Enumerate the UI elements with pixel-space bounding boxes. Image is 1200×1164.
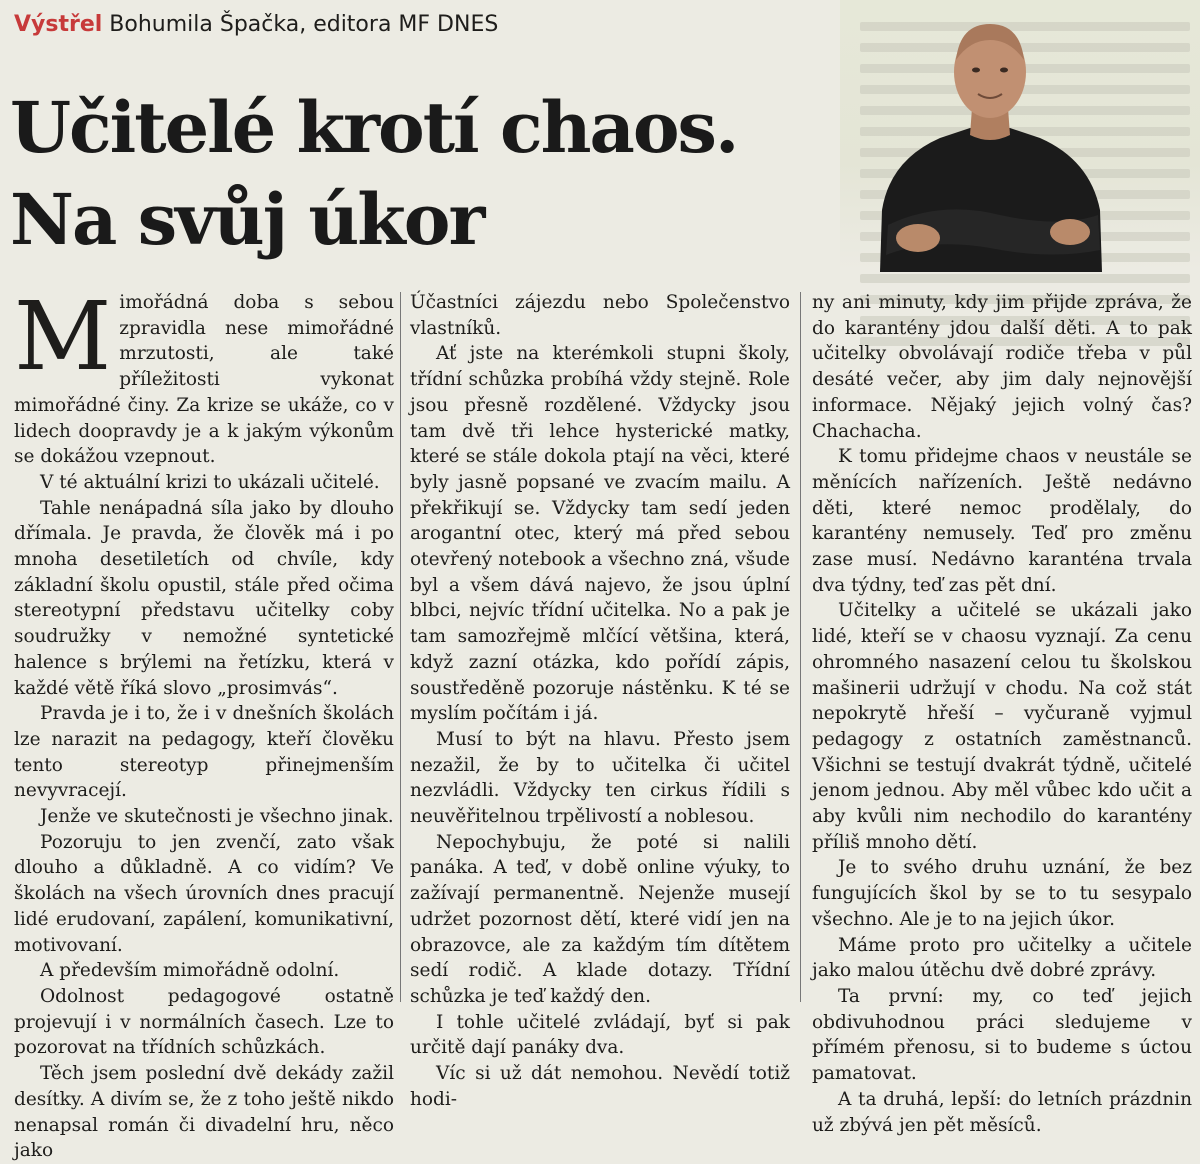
paragraph: A především mimořádně odolní. <box>40 960 340 982</box>
paragraph: Tahle nenápadná síla jako by dlouho dřímala. Je pravda, že člověk má i po mnoha desetiletích od chvíle, kdy základní školu opustil, stále před očima stereotypní představu učitelky coby soudružky v nemožné syntetické halence s brýlemi na řetízku, která v každé větě říká slovo „prosimvás“. <box>14 497 394 699</box>
paragraph: Odolnost pedagogové ostatně projevují i v normálních časech. Lze to pozorovat na třídních schůzkách. <box>14 985 394 1059</box>
paragraph: Pravda je i to, že i v dnešních školách lze narazit na pedagogy, kteří člověku tento stereotyp přinejmenším nevyvracejí. <box>14 703 394 802</box>
paragraph: ny ani minuty, kdy jim přijde zpráva, že do karantény jdou další děti. A to pak učitelky obvolávají rodiče třeba v půl desáté večer, aby jim daly nejnovější informace. Nějaký jejich volný čas? Chachacha. <box>812 292 1192 442</box>
paragraph: Máme proto pro učitelky a učitele jako malou útěchu dvě dobré zprávy. <box>812 934 1192 982</box>
paragraph: Účastníci zájezdu nebo Společenstvo vlastníků. <box>410 292 790 339</box>
article-column-2 <box>410 290 790 1113</box>
author-portrait <box>860 10 1120 272</box>
paragraph: Je to svého druhu uznání, že bez fungujících škol by se to tu sesypalo všechno. Ale je to na jejich úkor. <box>812 857 1192 930</box>
paragraph: Jenže ve skutečnosti je všechno jinak. <box>40 806 394 828</box>
paragraph: I tohle učitelé zvládají, byť si pak určitě dají panáky dva. <box>410 1011 790 1059</box>
column-rule-1 <box>400 292 401 1002</box>
headline-line-2: Na svůj úkor <box>10 178 484 261</box>
paragraph: Pozoruju to jen zvenčí, zato však dlouho a důkladně. A co vidím? Ve školách na všech úrovních dnes pracují lidé erudovaní, zapálení, komunikativní, motivovaní. <box>14 831 394 956</box>
paragraph: A ta druhá, lepší: do letních prázdnin už zbývá jen pět měsíců. <box>812 1088 1192 1136</box>
paragraph: Musí to být na hlavu. Přesto jsem nezažil, že by to učitelka či učitel nezvládli. Vždycky ten cirkus řídili s neuvěřitelnou trpělivostí a noblesou. <box>410 728 790 828</box>
paragraph: Učitelky a učitelé se ukázali jako lidé, kteří se v chaosu vyznají. Za cenu ohromného nasazení celou tu školskou mašinerii udržují v chodu. Na což stát nepokrytě hřeší – vyčuraně vyjmul pedagogy z ostatních zaměstnanců. Všichni se testují dvakrát týdně, učitelé jenom jednou. Aby měl vůbec kdo učit a aby kvůli nim nechodilo do karantény příliš mnoho dětí. <box>812 600 1192 853</box>
article-column-1 <box>14 282 394 1164</box>
drop-cap: M <box>14 282 112 392</box>
headline-line-1: Učitelé krotí chaos. <box>10 86 738 169</box>
paragraph: V té aktuální krizi to ukázali učitelé. <box>40 471 380 493</box>
paragraph: Ta první: my, co teď jejich obdivuhodnou práci sledujeme v přímém přenosu, si to budeme s úctou pamatovat. <box>812 985 1192 1085</box>
paragraph: Víc si už dát nemohou. Nevědí totiž hodi- <box>410 1063 790 1110</box>
article-column-3 <box>812 290 1192 1138</box>
paragraph: Těch jsem poslední dvě dekády zažil desítky. A divím se, že z toho ještě nikdo nenapsal román či divadelní hru, něco jako <box>14 1063 394 1162</box>
paragraph: Mimořádná doba s sebou zpravidla nese mimořádné mrzutosti, ale také příležitosti vykonat mimořádné činy. Za krize se ukáže, co v lidech doopravdy je a k jakým výkonům se dokážou vzepnout. <box>14 282 394 468</box>
kicker-author: Bohumila Špačka, editora MF DNES <box>109 12 499 37</box>
paragraph: Ať jste na kterémkoli stupni školy, třídní schůzka probíhá vždy stejně. Role jsou přesně rozdělené. Vždycky jsou tam dvě tři lehce hysterické matky, které se stále dokola ptají na věci, které byly jasně popsané ve zvacím mailu. A překřikují se. Vždycky tam sedí jeden arogantní otec, který má před sebou otevřený notebook a všechno zná, všude byl a všem dává najevo, že jsou úplní blbci, nejvíc třídní učitelka. No a pak je tam samozřejmě mlčící většina, která, když zazní otázka, kdo pořídí zápis, soustředěně pozoruje nástěnku. K té se myslím počítám i já. <box>410 343 790 725</box>
paragraph: K tomu přidejme chaos v neustále se měnících nařízeních. Ještě nedávno děti, které nemoc prodělaly, do karantény nemusely. Teď pro změnu zase musí. Nedávno karanténa trvala dva týdny, teď zas pět dní. <box>812 446 1192 596</box>
column-rule-2 <box>800 292 801 1002</box>
headline <box>10 82 737 266</box>
paragraph: Nepochybuju, že poté si nalili panáka. A teď, v době online výuky, to zažívají permanentně. Nejenže musejí udržet pozornost dětí, které vidí jen na obrazovce, ale za každým tím dítětem sedí rodič. A klade dotazy. Třídní schůzka je teď každý den. <box>410 831 790 1007</box>
kicker-accent: Výstřel <box>14 12 103 37</box>
column-kicker <box>14 12 498 37</box>
